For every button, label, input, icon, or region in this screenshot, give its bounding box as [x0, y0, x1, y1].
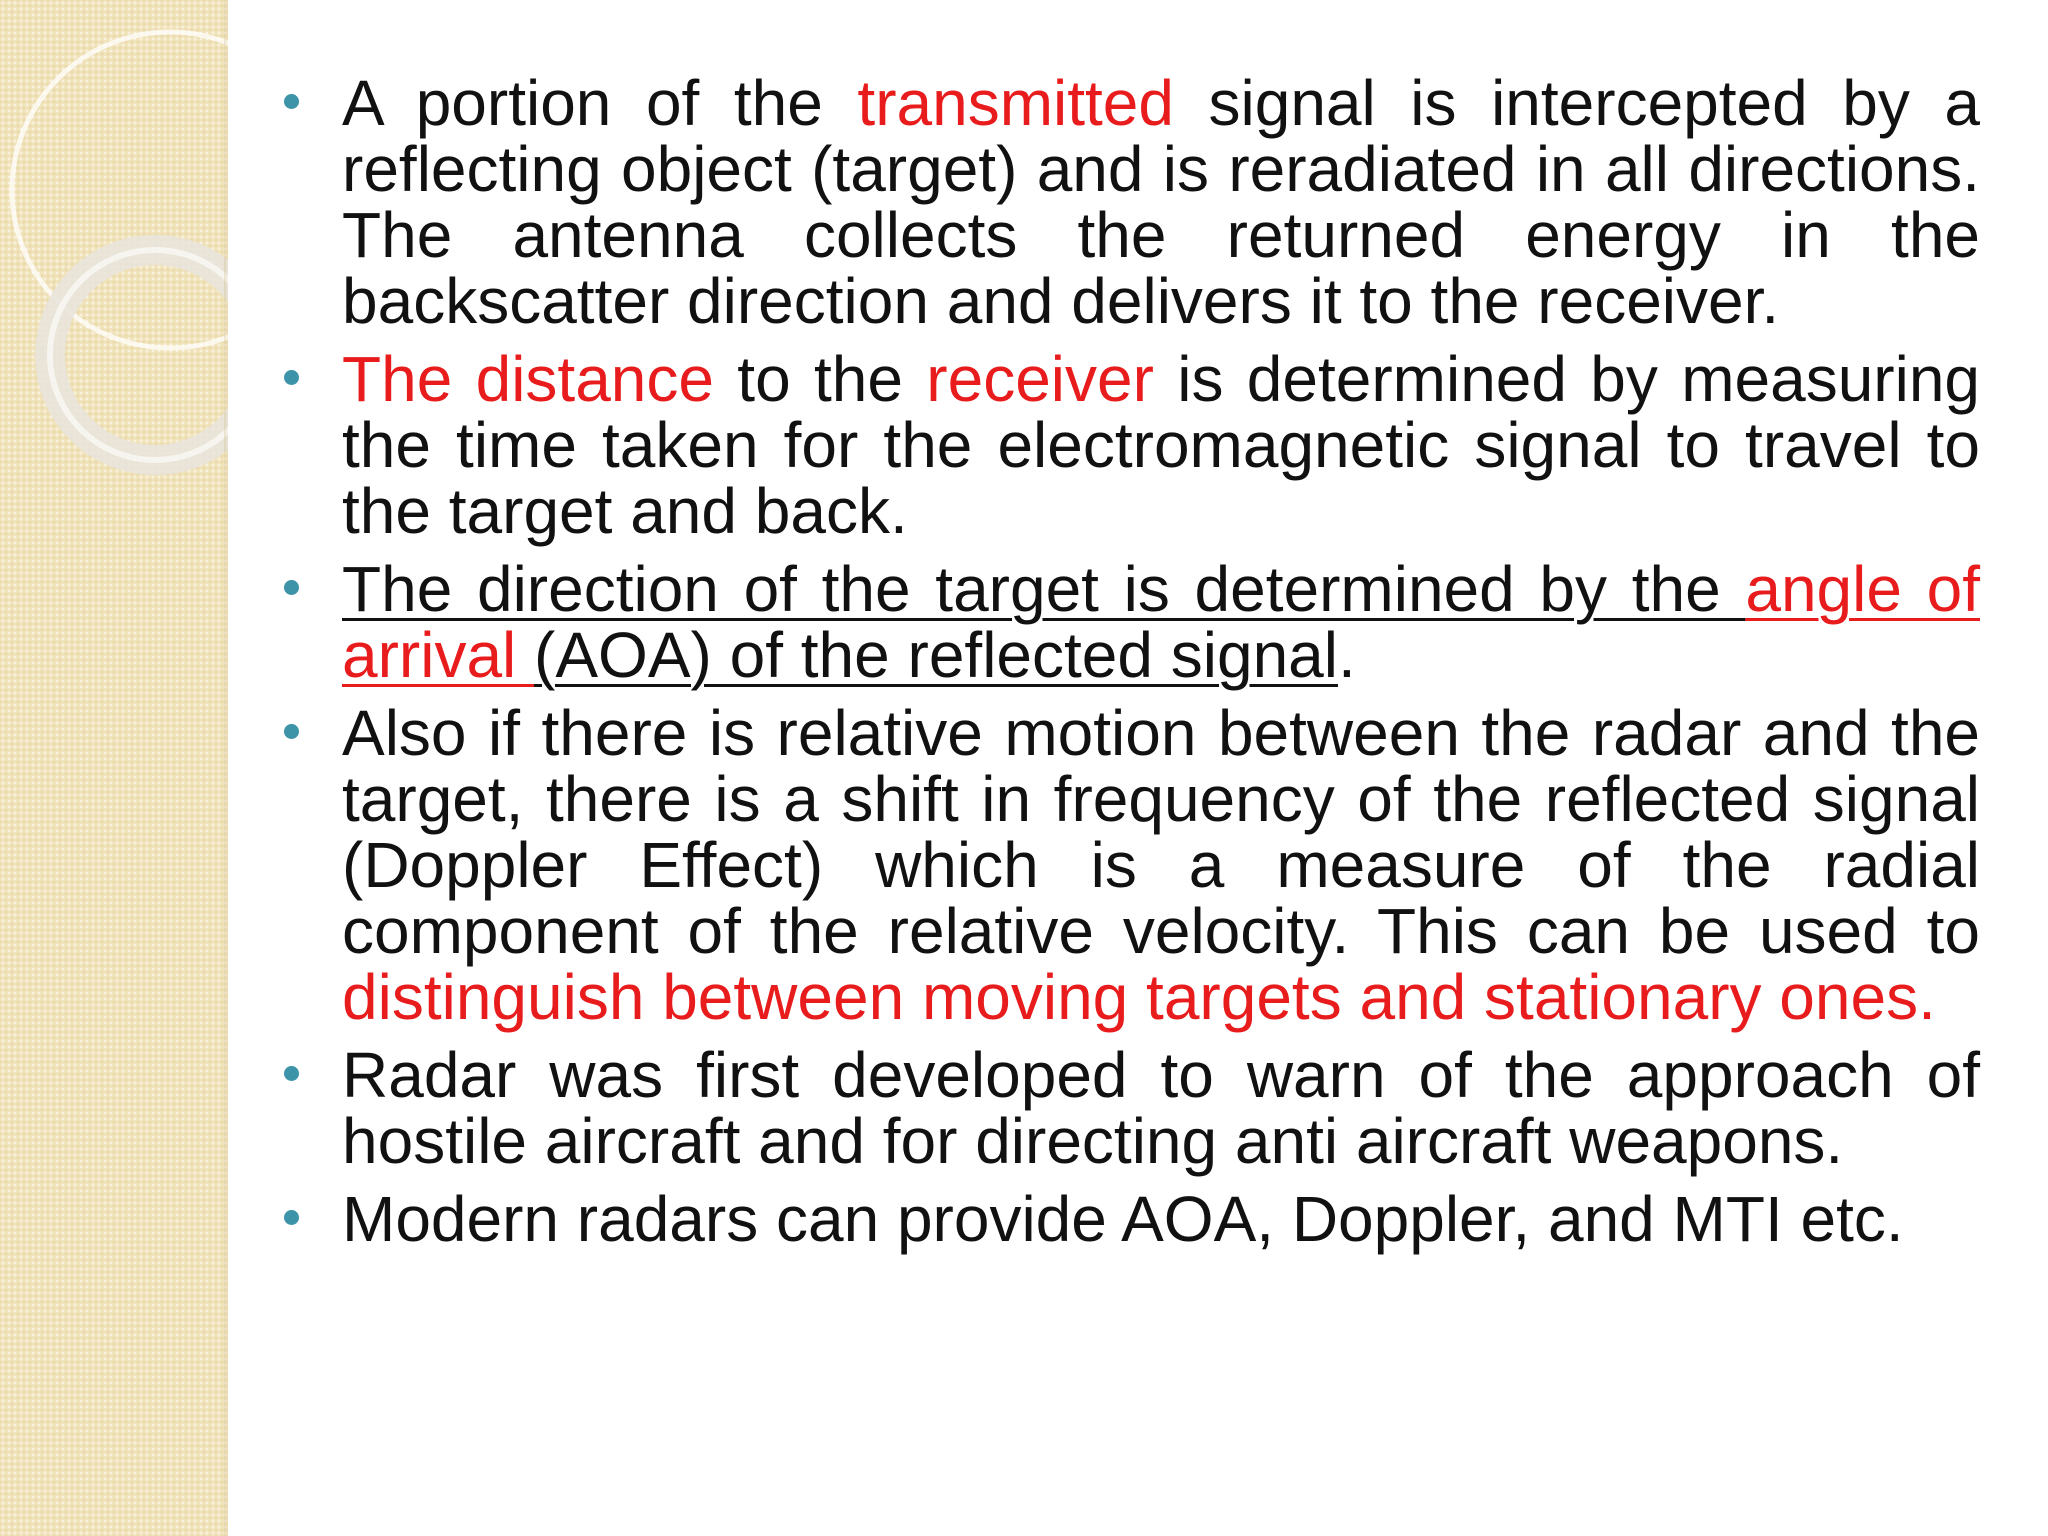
sidebar-edge — [224, 0, 228, 1536]
bullet-6-text: Modern radars can provide AOA, Doppler, and MTI etc. — [342, 1183, 1904, 1255]
bullet-2-text-a: to the — [713, 343, 927, 415]
bullet-item-1 — [280, 67, 1981, 337]
bullet-dot — [284, 1066, 299, 1081]
bullet-4-highlight-distinguish: distinguish between moving targets and stationary ones. — [342, 961, 1936, 1033]
bullet-dot — [284, 1210, 299, 1225]
bullet-dot — [284, 580, 299, 595]
decor-ring-inner — [50, 250, 228, 460]
decorative-sidebar — [0, 0, 228, 1536]
slide-body — [280, 67, 1981, 1264]
bullet-5-text: Radar was first developed to warn of the approach of hostile aircraft and for directing anti aircraft weapons. — [342, 1039, 1980, 1177]
bullet-item-4 — [280, 697, 1980, 1033]
bullet-2-highlight-receiver: receiver — [926, 343, 1154, 415]
decor-ring-large — [12, 32, 228, 348]
bullet-1-text-a: A portion of the — [342, 67, 858, 139]
bullet-3-highlight-angle-of-arrival: angle of arrival — [342, 553, 1980, 691]
bullet-3-text-b: (AOA) of the reflected signal — [534, 619, 1338, 691]
bullet-dot — [284, 370, 299, 385]
bullet-dot — [284, 724, 299, 739]
bullet-item-2 — [280, 343, 1981, 547]
bullet-2-text-b: is determined by measuring the time taken for the electromagnetic signal to travel to the target and back. — [342, 343, 1981, 547]
bullet-3-text-a: The direction of the target is determined by the — [342, 553, 1746, 625]
bullet-item-6 — [280, 1183, 1980, 1255]
bullet-dot — [284, 94, 299, 109]
bullet-1-text-b: signal is intercepted by a reflecting object (target) and is reradiated in all directions. The antenna collects the returned energy in the backscatter direction and delivers it to the receiver. — [342, 67, 1981, 337]
decorative-rings — [0, 0, 228, 560]
bullet-4-text-a: Also if there is relative motion between the radar and the target, there is a shift in frequency of the reflected signal (Doppler Effect) which is a measure of the radial component of the relative velocity. This can be used to — [342, 697, 1980, 967]
bullet-3-period: . — [1337, 619, 1356, 691]
bullet-2-highlight-distance: The distance — [342, 343, 714, 415]
bullet-item-5 — [280, 1039, 1980, 1177]
bullet-1-highlight-transmitted: transmitted — [857, 67, 1174, 139]
bullet-item-3 — [280, 553, 1980, 691]
